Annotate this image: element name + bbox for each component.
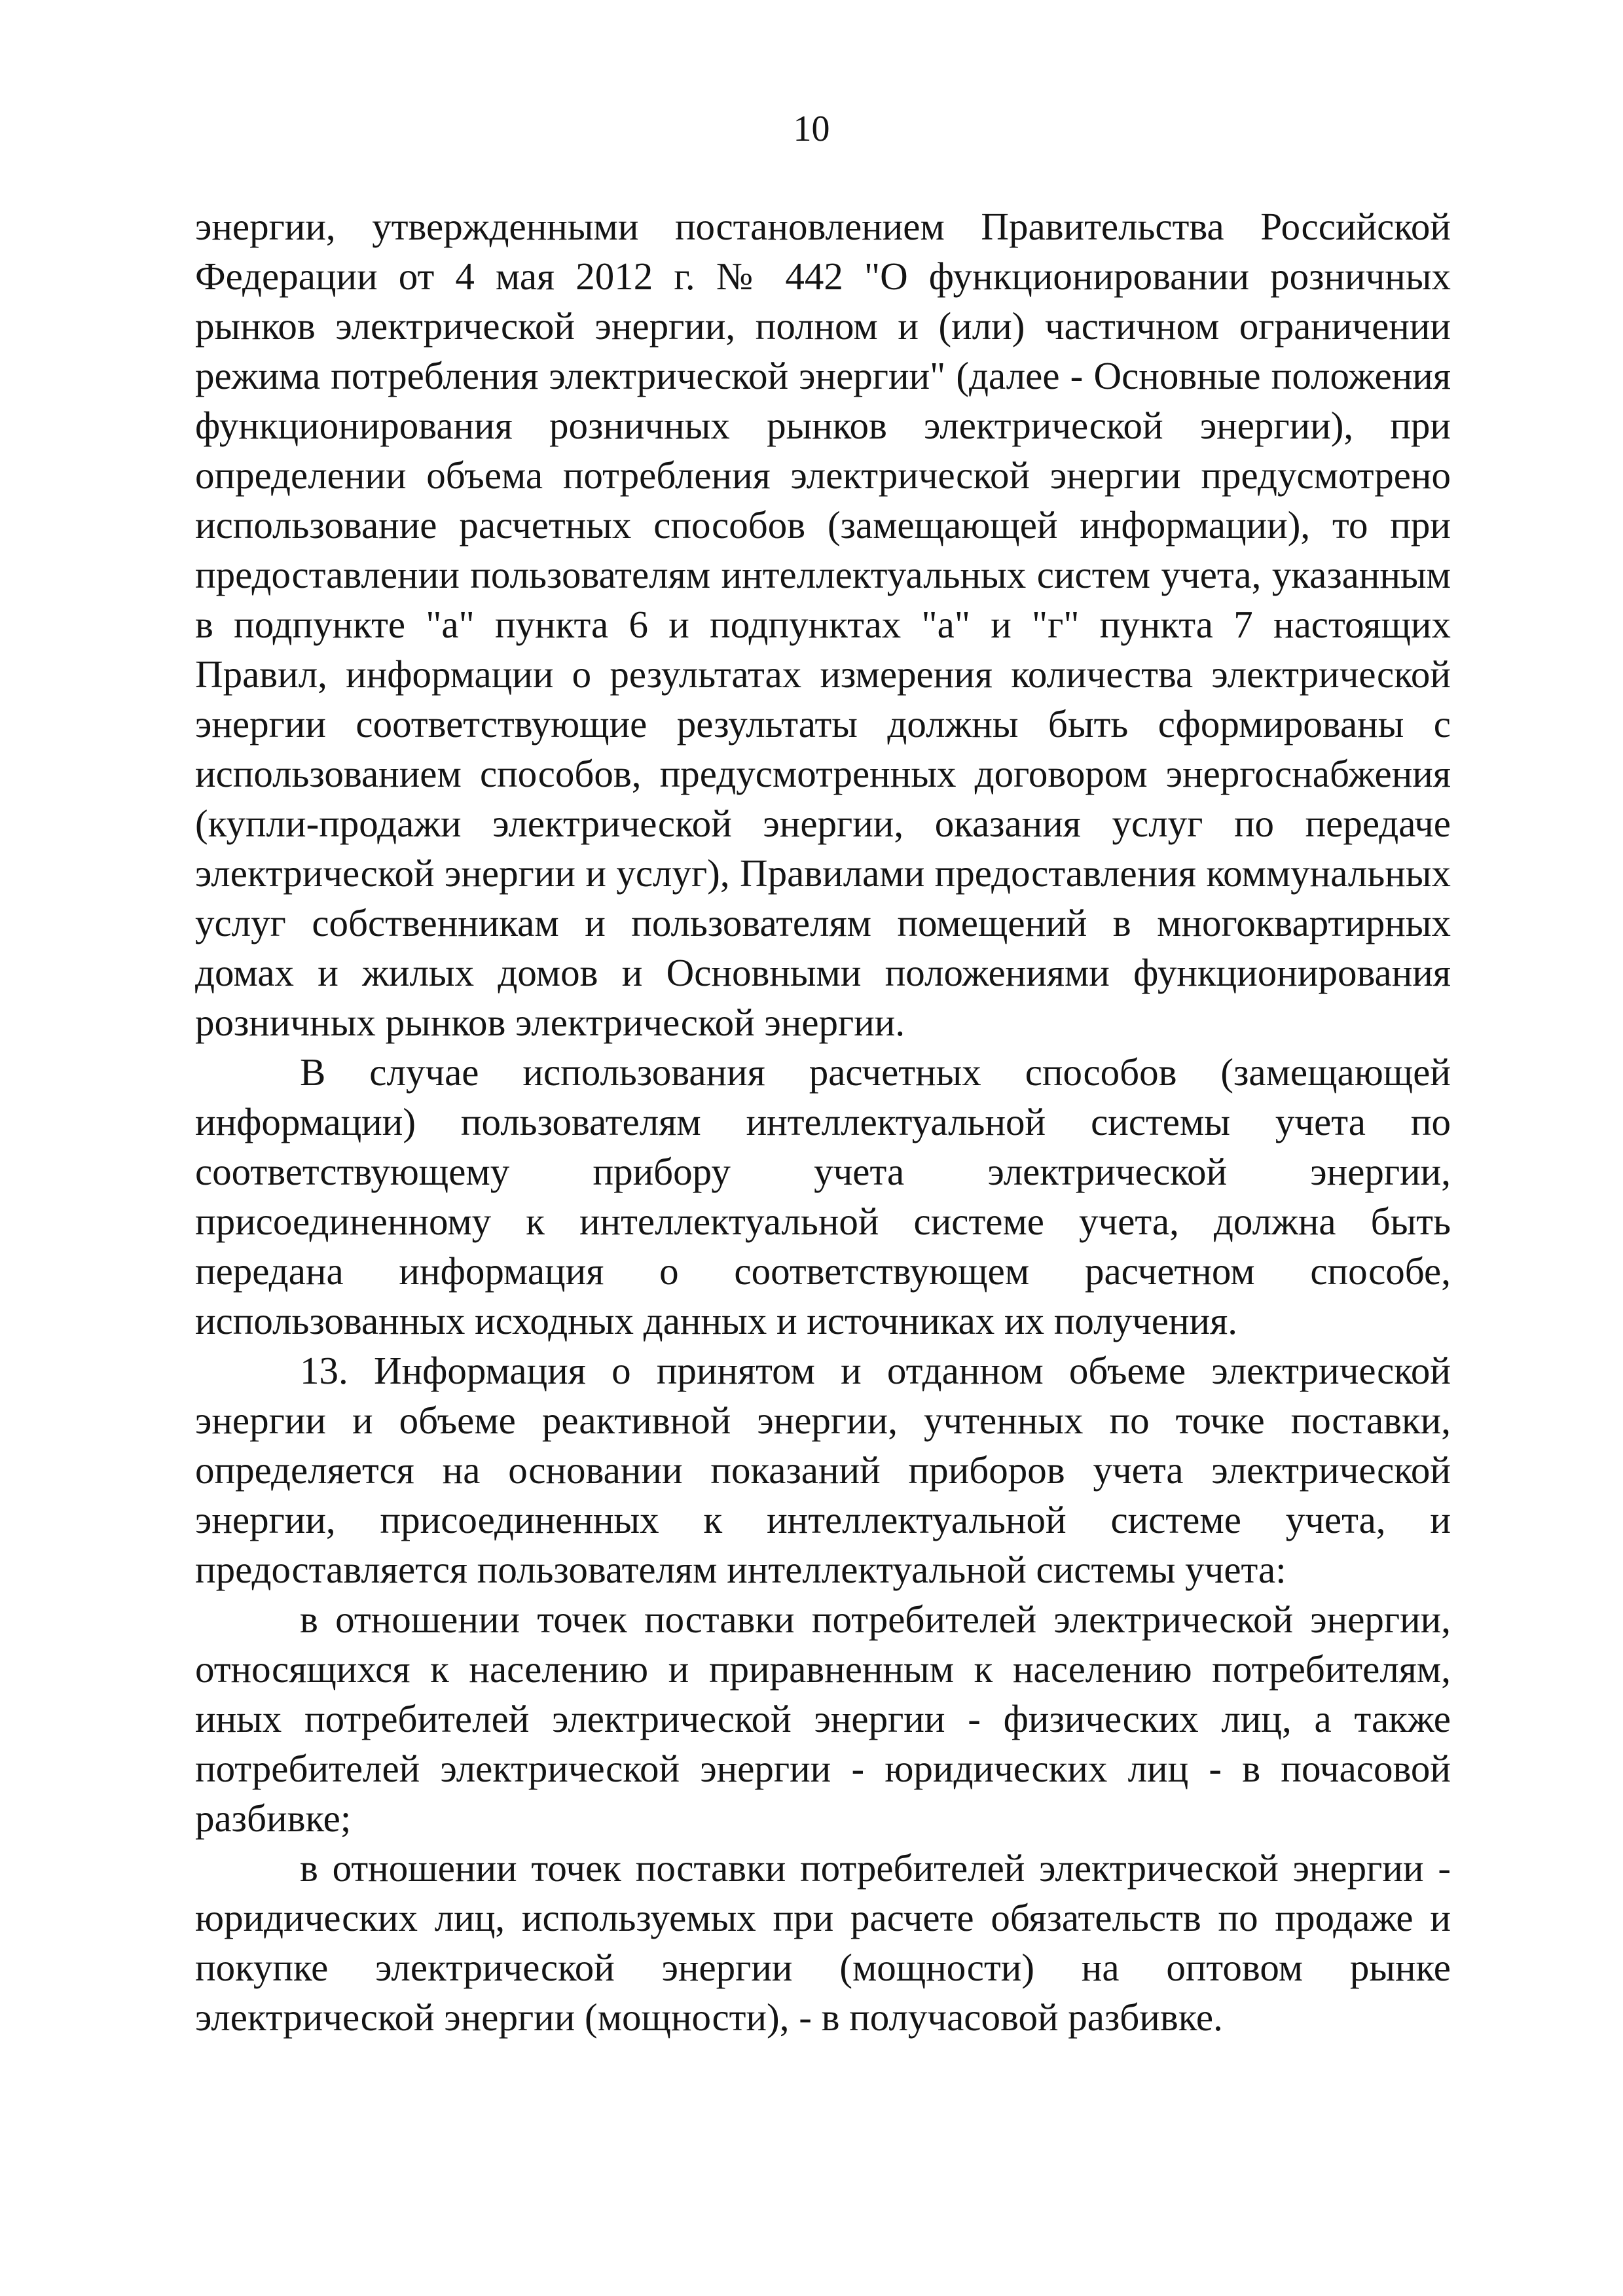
paragraph-substitute-info: В случае использования расчетных способов (замещающей информации) пользователям интеллектуальной системы учета по соответствующему прибору учета электрической энергии, присоединенному к интеллектуальной системе учета, должна быть передана информация о соответствующем расчетном способе, использованных исходных данных и источниках их получения. [195, 1050, 1451, 1342]
document-body [195, 202, 1451, 2042]
paragraph-half-hourly-breakdown: в отношении точек поставки потребителей электрической энергии - юридических лиц, используемых при расчете обязательств по продаже и покупке электрической энергии (мощности) на оптовом рынке электрической энергии (мощности), - в получасовой разбивке. [195, 1846, 1451, 2039]
paragraph-hourly-breakdown: в отношении точек поставки потребителей электрической энергии, относящихся к населению и приравненным к населению потребителям, иных потребителей электрической энергии - физических лиц, а также потребителей электрической энергии - юридических лиц - в почасовой разбивке; [195, 1598, 1451, 1840]
paragraph-item-13: 13. Информация о принятом и отданном объеме электрической энергии и объеме реактивной энергии, учтенных по точке поставки, определяется на основании показаний приборов учета электрической энергии, присоединенных к интеллектуальной системе учета, и предоставляется пользователям интеллектуальной системы учета: [195, 1349, 1451, 1591]
page-number: 10 [793, 109, 830, 149]
paragraph-continuation: энергии, утвержденными постановлением Правительства Российской Федерации от 4 мая 2012 г. № 442 "О функционировании розничных рынков электрической энергии, полном и (или) частичном ограничении режима потребления электрической энергии" (далее - Основные положения функционирования розничных рынков электрической энергии), при определении объема потребления электрической энергии предусмотрено использование расчетных способов (замещающей информации), то при предоставлении пользователям интеллектуальных систем учета, указанным в подпункте "а" пункта 6 и подпунктах "а" и "г" пункта 7 настоящих Правил, информации о результатах измерения количества электрической энергии соответствующие результаты должны быть сформированы с использованием способов, предусмотренных договором энергоснабжения (купли-продажи электрической энергии, оказания услуг по передаче электрической энергии и услуг), Правилами предоставления коммунальных услуг собственникам и пользователям помещений в многоквартирных домах и жилых домов и Основными положениями функционирования розничных рынков электрической энергии. [195, 205, 1451, 1044]
